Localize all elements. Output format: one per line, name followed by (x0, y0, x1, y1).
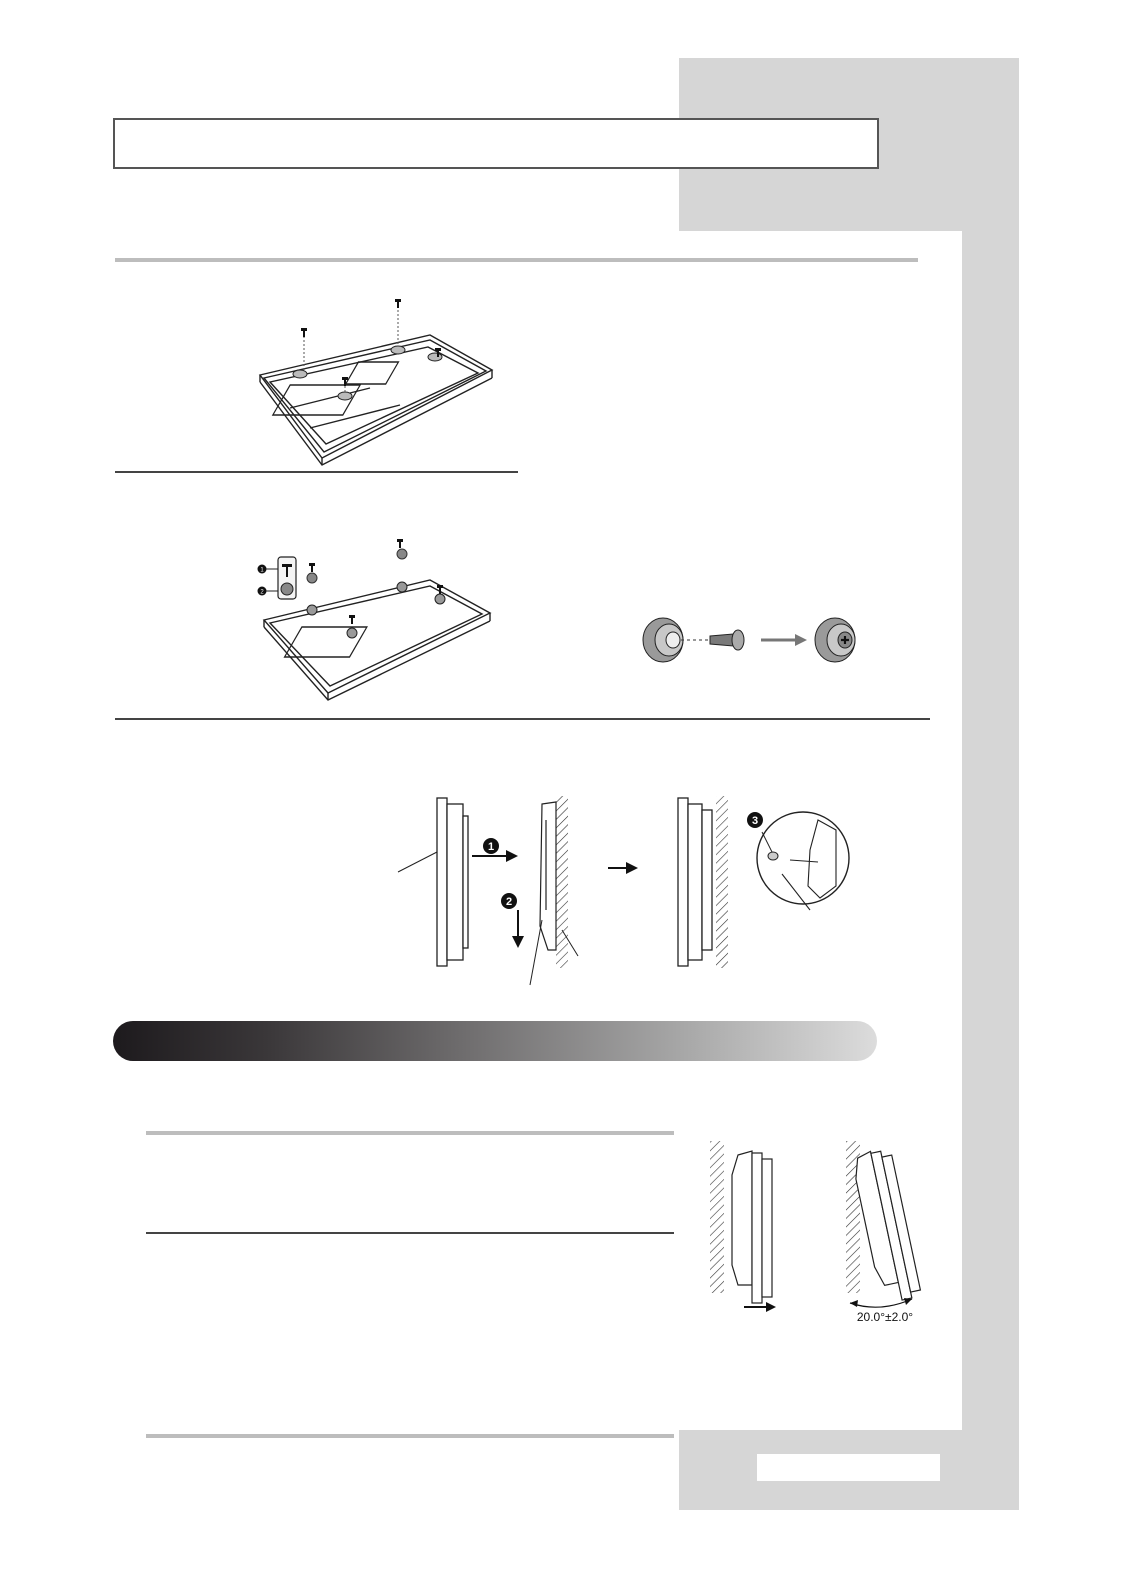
subsection-divider (146, 1232, 674, 1234)
step-divider-1 (115, 471, 518, 473)
tv-back-screws-removed-figure (250, 290, 520, 470)
step-divider-2 (115, 718, 930, 720)
part-number-2: 2 (260, 589, 264, 596)
tilt-angle-label: 20.0°±2.0° (856, 1310, 914, 1324)
section-heading-bar (113, 1021, 877, 1061)
page-title-box (113, 118, 879, 169)
wall-mounting-sequence-figure (390, 790, 860, 1000)
subsection-rule-bottom (146, 1434, 674, 1438)
svg-text:3: 3 (751, 815, 759, 827)
callout-1: 1 (487, 841, 495, 853)
subsection-rule-top (146, 1131, 674, 1135)
sidebar-column (962, 58, 1019, 1510)
holder-screw-assembly-figure (635, 612, 865, 672)
tilt-angle-figure (700, 1135, 930, 1330)
callout-2: 2 (505, 896, 513, 908)
part-number-1: 1 (260, 567, 264, 574)
section-rule-top (115, 258, 918, 262)
svg-text:✚: ✚ (840, 635, 850, 647)
tv-back-holders-installed-figure (250, 535, 500, 705)
page-number-box (757, 1454, 940, 1481)
